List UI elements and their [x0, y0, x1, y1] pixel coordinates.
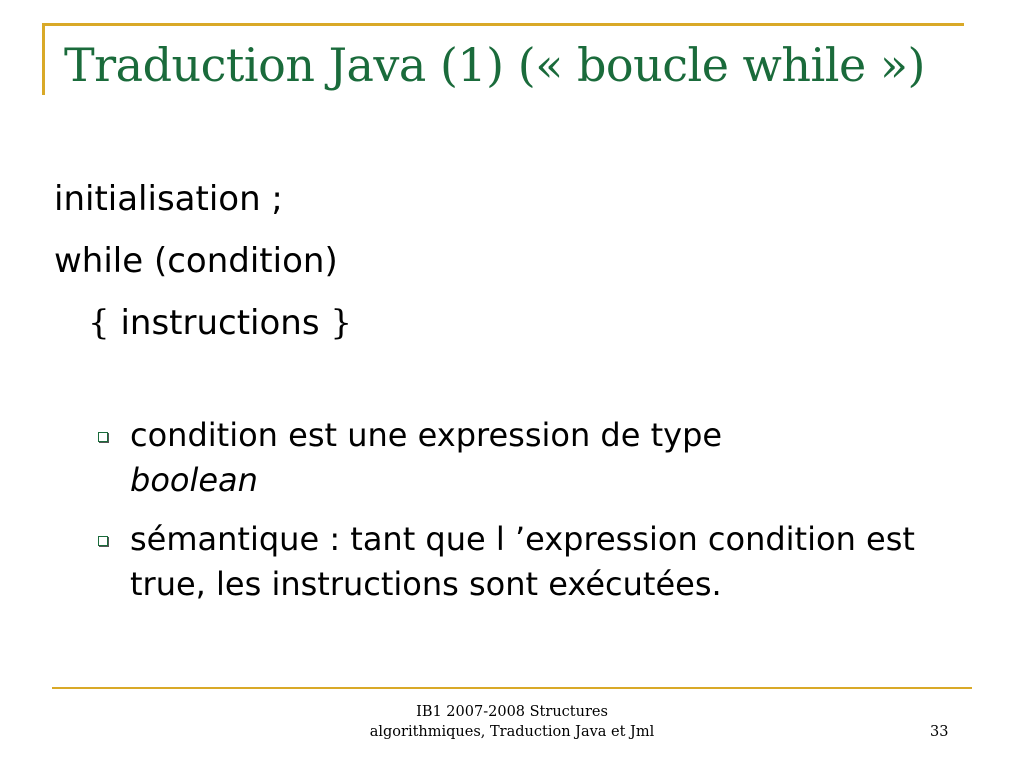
bullet-list	[96, 413, 936, 621]
open-brace: {	[88, 303, 121, 343]
code-block	[54, 168, 352, 354]
bullet-emphasis-boolean: boolean	[130, 461, 258, 499]
square-bullet-icon	[98, 536, 108, 546]
bullet-item-condition	[96, 413, 936, 503]
page-number: 33	[930, 724, 949, 740]
bullet-text-semantique: sémantique : tant que l ’expression condition est true, les instructions sont exécutées.	[130, 520, 915, 603]
title-frame-top-border	[42, 23, 964, 26]
instructions-text: instructions	[120, 303, 331, 343]
title-frame-left-border	[42, 23, 45, 95]
code-line-while: while (condition)	[54, 241, 338, 281]
bullet-item-semantique	[96, 517, 936, 607]
footer-line-2: algorithmiques, Traduction Java et Jml	[369, 724, 655, 740]
bullet-text-condition: condition est une expression de type	[130, 416, 723, 454]
close-brace: }	[330, 303, 353, 343]
footer-divider	[52, 687, 972, 689]
code-line-instructions	[54, 292, 352, 354]
footer-line-1: IB1 2007-2008 Structures	[416, 704, 608, 720]
code-line-initialisation: initialisation ;	[54, 179, 283, 219]
square-bullet-icon	[98, 432, 108, 442]
slide-title: Traduction Java (1) (« boucle while »)	[64, 38, 925, 92]
footer-text	[300, 702, 724, 742]
